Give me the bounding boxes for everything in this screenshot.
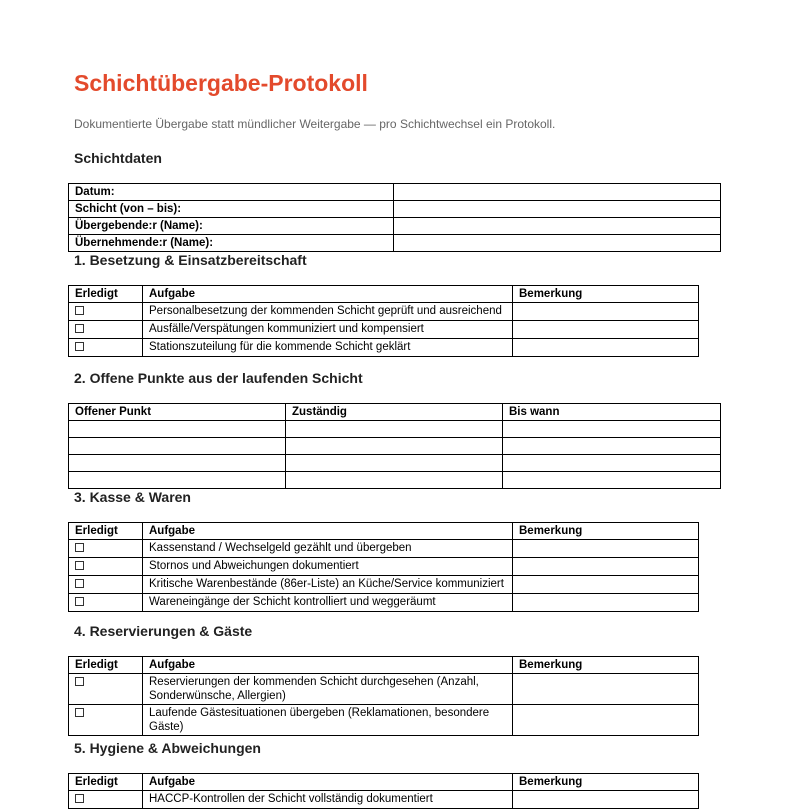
due-field[interactable] [503, 455, 721, 472]
table-header-row [69, 404, 721, 421]
column-header-remark: Bemerkung [513, 523, 699, 540]
remark-field[interactable] [513, 594, 699, 612]
table-header-row [69, 657, 699, 674]
column-header-task: Aufgabe [143, 657, 513, 674]
table-row [69, 540, 699, 558]
due-field[interactable] [503, 438, 721, 455]
checkbox-icon[interactable] [75, 597, 84, 606]
remark-field[interactable] [513, 576, 699, 594]
section-4-table [68, 656, 699, 736]
table-row [69, 421, 721, 438]
table-header-row [69, 286, 699, 303]
checkbox-icon[interactable] [75, 324, 84, 333]
task-text: Ausfälle/Verspätungen kommuniziert und kompensiert [143, 321, 513, 339]
table-row [69, 218, 721, 235]
owner-field[interactable] [286, 455, 503, 472]
table-row [69, 235, 721, 252]
column-header-done: Erledigt [69, 523, 143, 540]
task-text: HACCP-Kontrollen der Schicht vollständig dokumentiert [143, 791, 513, 809]
checkbox-icon[interactable] [75, 561, 84, 570]
task-text: Laufende Gästesituationen übergeben (Reklamationen, besondere Gäste) [143, 705, 513, 736]
shift-data-value-field[interactable] [394, 218, 721, 235]
table-row [69, 576, 699, 594]
due-field[interactable] [503, 421, 721, 438]
table-row [69, 674, 699, 705]
task-text: Kritische Warenbestände (86er-Liste) an Küche/Service kommuniziert [143, 576, 513, 594]
shift-data-value-field[interactable] [394, 184, 721, 201]
table-row [69, 303, 699, 321]
checkbox-icon[interactable] [75, 794, 84, 803]
owner-field[interactable] [286, 438, 503, 455]
table-row [69, 472, 721, 489]
remark-field[interactable] [513, 540, 699, 558]
shift-data-value-field[interactable] [394, 201, 721, 218]
open-point-field[interactable] [69, 455, 286, 472]
page-subtitle: Dokumentierte Übergabe statt mündlicher Weitergabe — pro Schichtwechsel ein Protokoll. [74, 117, 556, 131]
shift-data-label: Übernehmende:r (Name): [69, 235, 394, 252]
checkbox-icon[interactable] [75, 306, 84, 315]
remark-field[interactable] [513, 339, 699, 357]
table-row [69, 705, 699, 736]
open-point-field[interactable] [69, 421, 286, 438]
remark-field[interactable] [513, 705, 699, 736]
section-1-table [68, 285, 699, 357]
shift-data-label: Datum: [69, 184, 394, 201]
table-header-row [69, 774, 699, 791]
checkbox-icon[interactable] [75, 342, 84, 351]
shift-data-heading: Schichtdaten [74, 150, 162, 166]
table-row [69, 184, 721, 201]
table-row [69, 558, 699, 576]
column-header-done: Erledigt [69, 286, 143, 303]
column-header-done: Erledigt [69, 774, 143, 791]
owner-field[interactable] [286, 472, 503, 489]
task-text: Personalbesetzung der kommenden Schicht geprüft und ausreichend [143, 303, 513, 321]
open-point-field[interactable] [69, 438, 286, 455]
section-5-heading: 5. Hygiene & Abweichungen [74, 740, 261, 756]
column-header-owner: Zuständig [286, 404, 503, 421]
section-3-heading: 3. Kasse & Waren [74, 489, 191, 505]
checkbox-icon[interactable] [75, 708, 84, 717]
due-field[interactable] [503, 472, 721, 489]
shift-data-table [68, 183, 721, 252]
checkbox-icon[interactable] [75, 677, 84, 686]
checkbox-icon[interactable] [75, 543, 84, 552]
table-header-row [69, 523, 699, 540]
table-row [69, 594, 699, 612]
section-1-heading: 1. Besetzung & Einsatzbereitschaft [74, 252, 307, 268]
page-title: Schichtübergabe-Protokoll [74, 70, 368, 96]
table-row [69, 321, 699, 339]
section-4-heading: 4. Reservierungen & Gäste [74, 623, 253, 639]
task-text: Stationszuteilung für die kommende Schicht geklärt [143, 339, 513, 357]
shift-data-value-field[interactable] [394, 235, 721, 252]
table-row [69, 201, 721, 218]
table-row [69, 455, 721, 472]
shift-data-label: Übergebende:r (Name): [69, 218, 394, 235]
column-header-done: Erledigt [69, 657, 143, 674]
section-5-table [68, 773, 699, 809]
checkbox-icon[interactable] [75, 579, 84, 588]
column-header-remark: Bemerkung [513, 657, 699, 674]
remark-field[interactable] [513, 321, 699, 339]
section-2-table [68, 403, 721, 489]
remark-field[interactable] [513, 558, 699, 576]
task-text: Kassenstand / Wechselgeld gezählt und übergeben [143, 540, 513, 558]
column-header-task: Aufgabe [143, 523, 513, 540]
shift-data-label: Schicht (von – bis): [69, 201, 394, 218]
open-point-field[interactable] [69, 472, 286, 489]
task-text: Stornos und Abweichungen dokumentiert [143, 558, 513, 576]
task-text: Reservierungen der kommenden Schicht durchgesehen (Anzahl, Sonderwünsche, Allergien) [143, 674, 513, 705]
owner-field[interactable] [286, 421, 503, 438]
remark-field[interactable] [513, 674, 699, 705]
column-header-due: Bis wann [503, 404, 721, 421]
section-3-table [68, 522, 699, 612]
remark-field[interactable] [513, 303, 699, 321]
table-row [69, 438, 721, 455]
section-2-heading: 2. Offene Punkte aus der laufenden Schicht [74, 370, 363, 386]
column-header-task: Aufgabe [143, 774, 513, 791]
column-header-remark: Bemerkung [513, 774, 699, 791]
column-header-open-point: Offener Punkt [69, 404, 286, 421]
column-header-remark: Bemerkung [513, 286, 699, 303]
table-row [69, 339, 699, 357]
column-header-task: Aufgabe [143, 286, 513, 303]
task-text: Wareneingänge der Schicht kontrolliert und weggeräumt [143, 594, 513, 612]
